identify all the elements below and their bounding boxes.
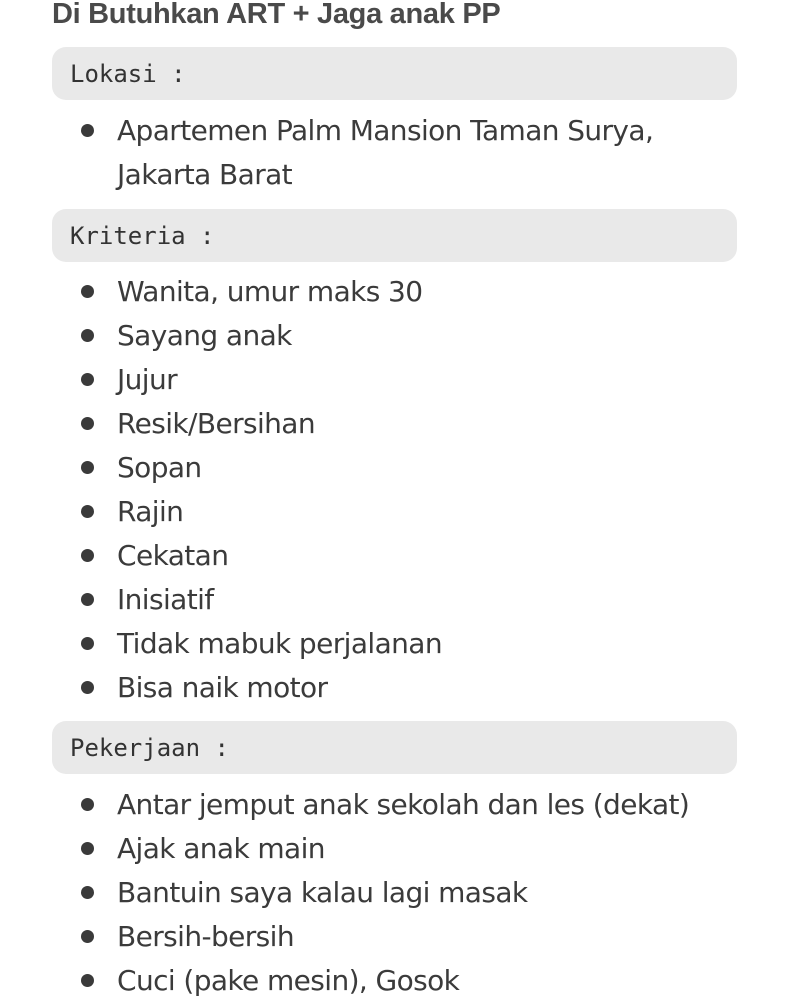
section-header-pekerjaan <box>52 721 737 774</box>
section-label: Lokasi : <box>70 59 186 88</box>
list-item: Bersih-bersih <box>0 915 689 959</box>
bullet-icon <box>81 681 94 694</box>
bullet-icon <box>81 285 94 298</box>
bullet-icon <box>81 842 94 855</box>
list-item: Bisa naik motor <box>0 666 442 710</box>
bullet-icon <box>81 930 94 943</box>
bullet-icon <box>81 505 94 518</box>
bullet-icon <box>81 373 94 386</box>
list-item: Jujur <box>0 358 442 402</box>
list-item: Resik/Bersihan <box>0 402 442 446</box>
bullet-icon <box>81 593 94 606</box>
list-item: Sayang anak <box>0 314 442 358</box>
list-item: Bantuin saya kalau lagi masak <box>0 871 689 915</box>
list-item: Apartemen Palm Mansion Taman Surya, Jakarta Barat <box>0 109 707 197</box>
list-item: Tidak mabuk perjalanan <box>0 622 442 666</box>
bullet-icon <box>81 461 94 474</box>
bullet-icon <box>81 637 94 650</box>
bullet-icon <box>81 974 94 987</box>
bullet-icon <box>81 124 94 137</box>
lokasi-list <box>0 109 707 197</box>
list-item: Wanita, umur maks 30 <box>0 270 442 314</box>
list-item: Antar jemput anak sekolah dan les (dekat) <box>0 783 689 827</box>
bullet-icon <box>81 329 94 342</box>
section-label: Kriteria : <box>70 221 215 250</box>
kriteria-list <box>0 270 442 710</box>
list-item: Cuci (pake mesin), Gosok <box>0 959 689 1003</box>
bullet-icon <box>81 886 94 899</box>
bullet-icon <box>81 417 94 430</box>
pekerjaan-list <box>0 783 689 1003</box>
bullet-icon <box>81 798 94 811</box>
list-item: Rajin <box>0 490 442 534</box>
list-item: Sopan <box>0 446 442 490</box>
page-title: Di Butuhkan ART + Jaga anak PP <box>52 0 501 30</box>
section-header-lokasi <box>52 47 737 100</box>
section-header-kriteria <box>52 209 737 262</box>
list-item: Cekatan <box>0 534 442 578</box>
section-label: Pekerjaan : <box>70 733 229 762</box>
list-item: Ajak anak main <box>0 827 689 871</box>
list-item: Inisiatif <box>0 578 442 622</box>
bullet-icon <box>81 549 94 562</box>
